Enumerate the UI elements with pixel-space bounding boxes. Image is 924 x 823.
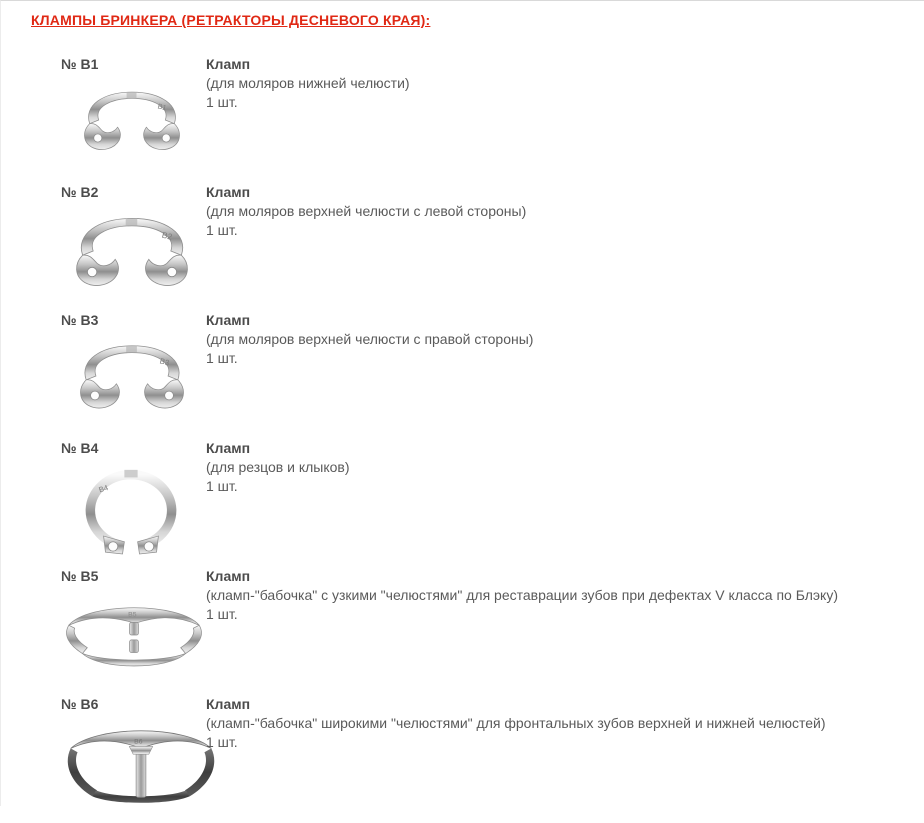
clamp-molar-illustration [69, 209, 195, 293]
product-quantity: 1 шт. [206, 350, 238, 366]
item-right-column [206, 183, 924, 240]
clamp-photo [61, 457, 206, 557]
product-item-b1 [61, 55, 924, 183]
product-description: (кламп-"бабочка" широкими "челюстями" для фронтальных зубов верхней и нижней челюстей) [206, 715, 826, 731]
product-item-b3 [61, 311, 924, 439]
product-name: Кламп [206, 56, 251, 72]
clamp-molar-illustration [73, 337, 191, 415]
item-left-column [61, 695, 206, 805]
engraving-label: B5 [128, 611, 137, 619]
product-description: (для моляров нижней челюсти) [206, 75, 410, 91]
item-right-column [206, 55, 924, 112]
product-item-b2 [61, 183, 924, 311]
product-number: № B2 [61, 184, 99, 200]
product-number: № B4 [61, 440, 99, 456]
item-left-column [61, 311, 206, 415]
product-description: (для моляров верхней челюсти с правой стороны) [206, 331, 534, 347]
product-description: (для моляров верхней челюсти с левой стороны) [206, 203, 527, 219]
product-item-b4 [61, 439, 924, 567]
product-quantity: 1 шт. [206, 222, 238, 238]
engraving-label: B1 [156, 101, 168, 113]
clamp-photo [61, 73, 206, 156]
item-left-column [61, 567, 206, 676]
product-quantity: 1 шт. [206, 606, 238, 622]
item-right-column [206, 567, 924, 624]
clamp-photo [61, 713, 206, 805]
clamp-butterfly-illustration [61, 596, 207, 676]
product-number: № B3 [61, 312, 99, 328]
section-title-link[interactable]: КЛАМПЫ БРИНКЕРА (РЕТРАКТОРЫ ДЕСНЕВОГО КРАЯ): [31, 12, 431, 28]
item-right-column [206, 439, 924, 496]
product-name: Кламп [206, 568, 251, 584]
product-description: (для резцов и клыков) [206, 459, 350, 475]
engraving-label: B3 [158, 356, 171, 368]
clamp-photo [61, 329, 206, 415]
item-right-column [206, 311, 924, 368]
product-quantity: 1 шт. [206, 734, 238, 750]
clamp-butterfly-wide-illustration [61, 723, 221, 805]
clamp-ring-illustration [79, 465, 183, 557]
product-item-b5 [61, 567, 924, 695]
item-left-column [61, 55, 206, 156]
product-number: № B5 [61, 568, 99, 584]
product-name: Кламп [206, 184, 251, 200]
engraving-label: B4 [97, 483, 110, 495]
product-quantity: 1 шт. [206, 94, 238, 110]
item-right-column [206, 695, 924, 752]
product-description: (кламп-"бабочка" с узкими "челюстями" для реставрации зубов при дефектах V класса по Блэку) [206, 587, 838, 603]
item-left-column [61, 183, 206, 293]
item-left-column [61, 439, 206, 557]
product-name: Кламп [206, 440, 251, 456]
product-quantity: 1 шт. [206, 478, 238, 494]
clamp-molar-illustration [73, 84, 191, 156]
product-number: № B6 [61, 696, 99, 712]
product-item-b6 [61, 695, 924, 823]
product-name: Кламп [206, 696, 251, 712]
clamp-photo [61, 201, 206, 293]
clamp-photo [61, 585, 206, 676]
product-list [31, 55, 924, 823]
engraving-label: B2 [160, 229, 174, 242]
product-name: Кламп [206, 312, 251, 328]
product-number: № B1 [61, 56, 99, 72]
engraving-label: B6 [134, 738, 143, 746]
